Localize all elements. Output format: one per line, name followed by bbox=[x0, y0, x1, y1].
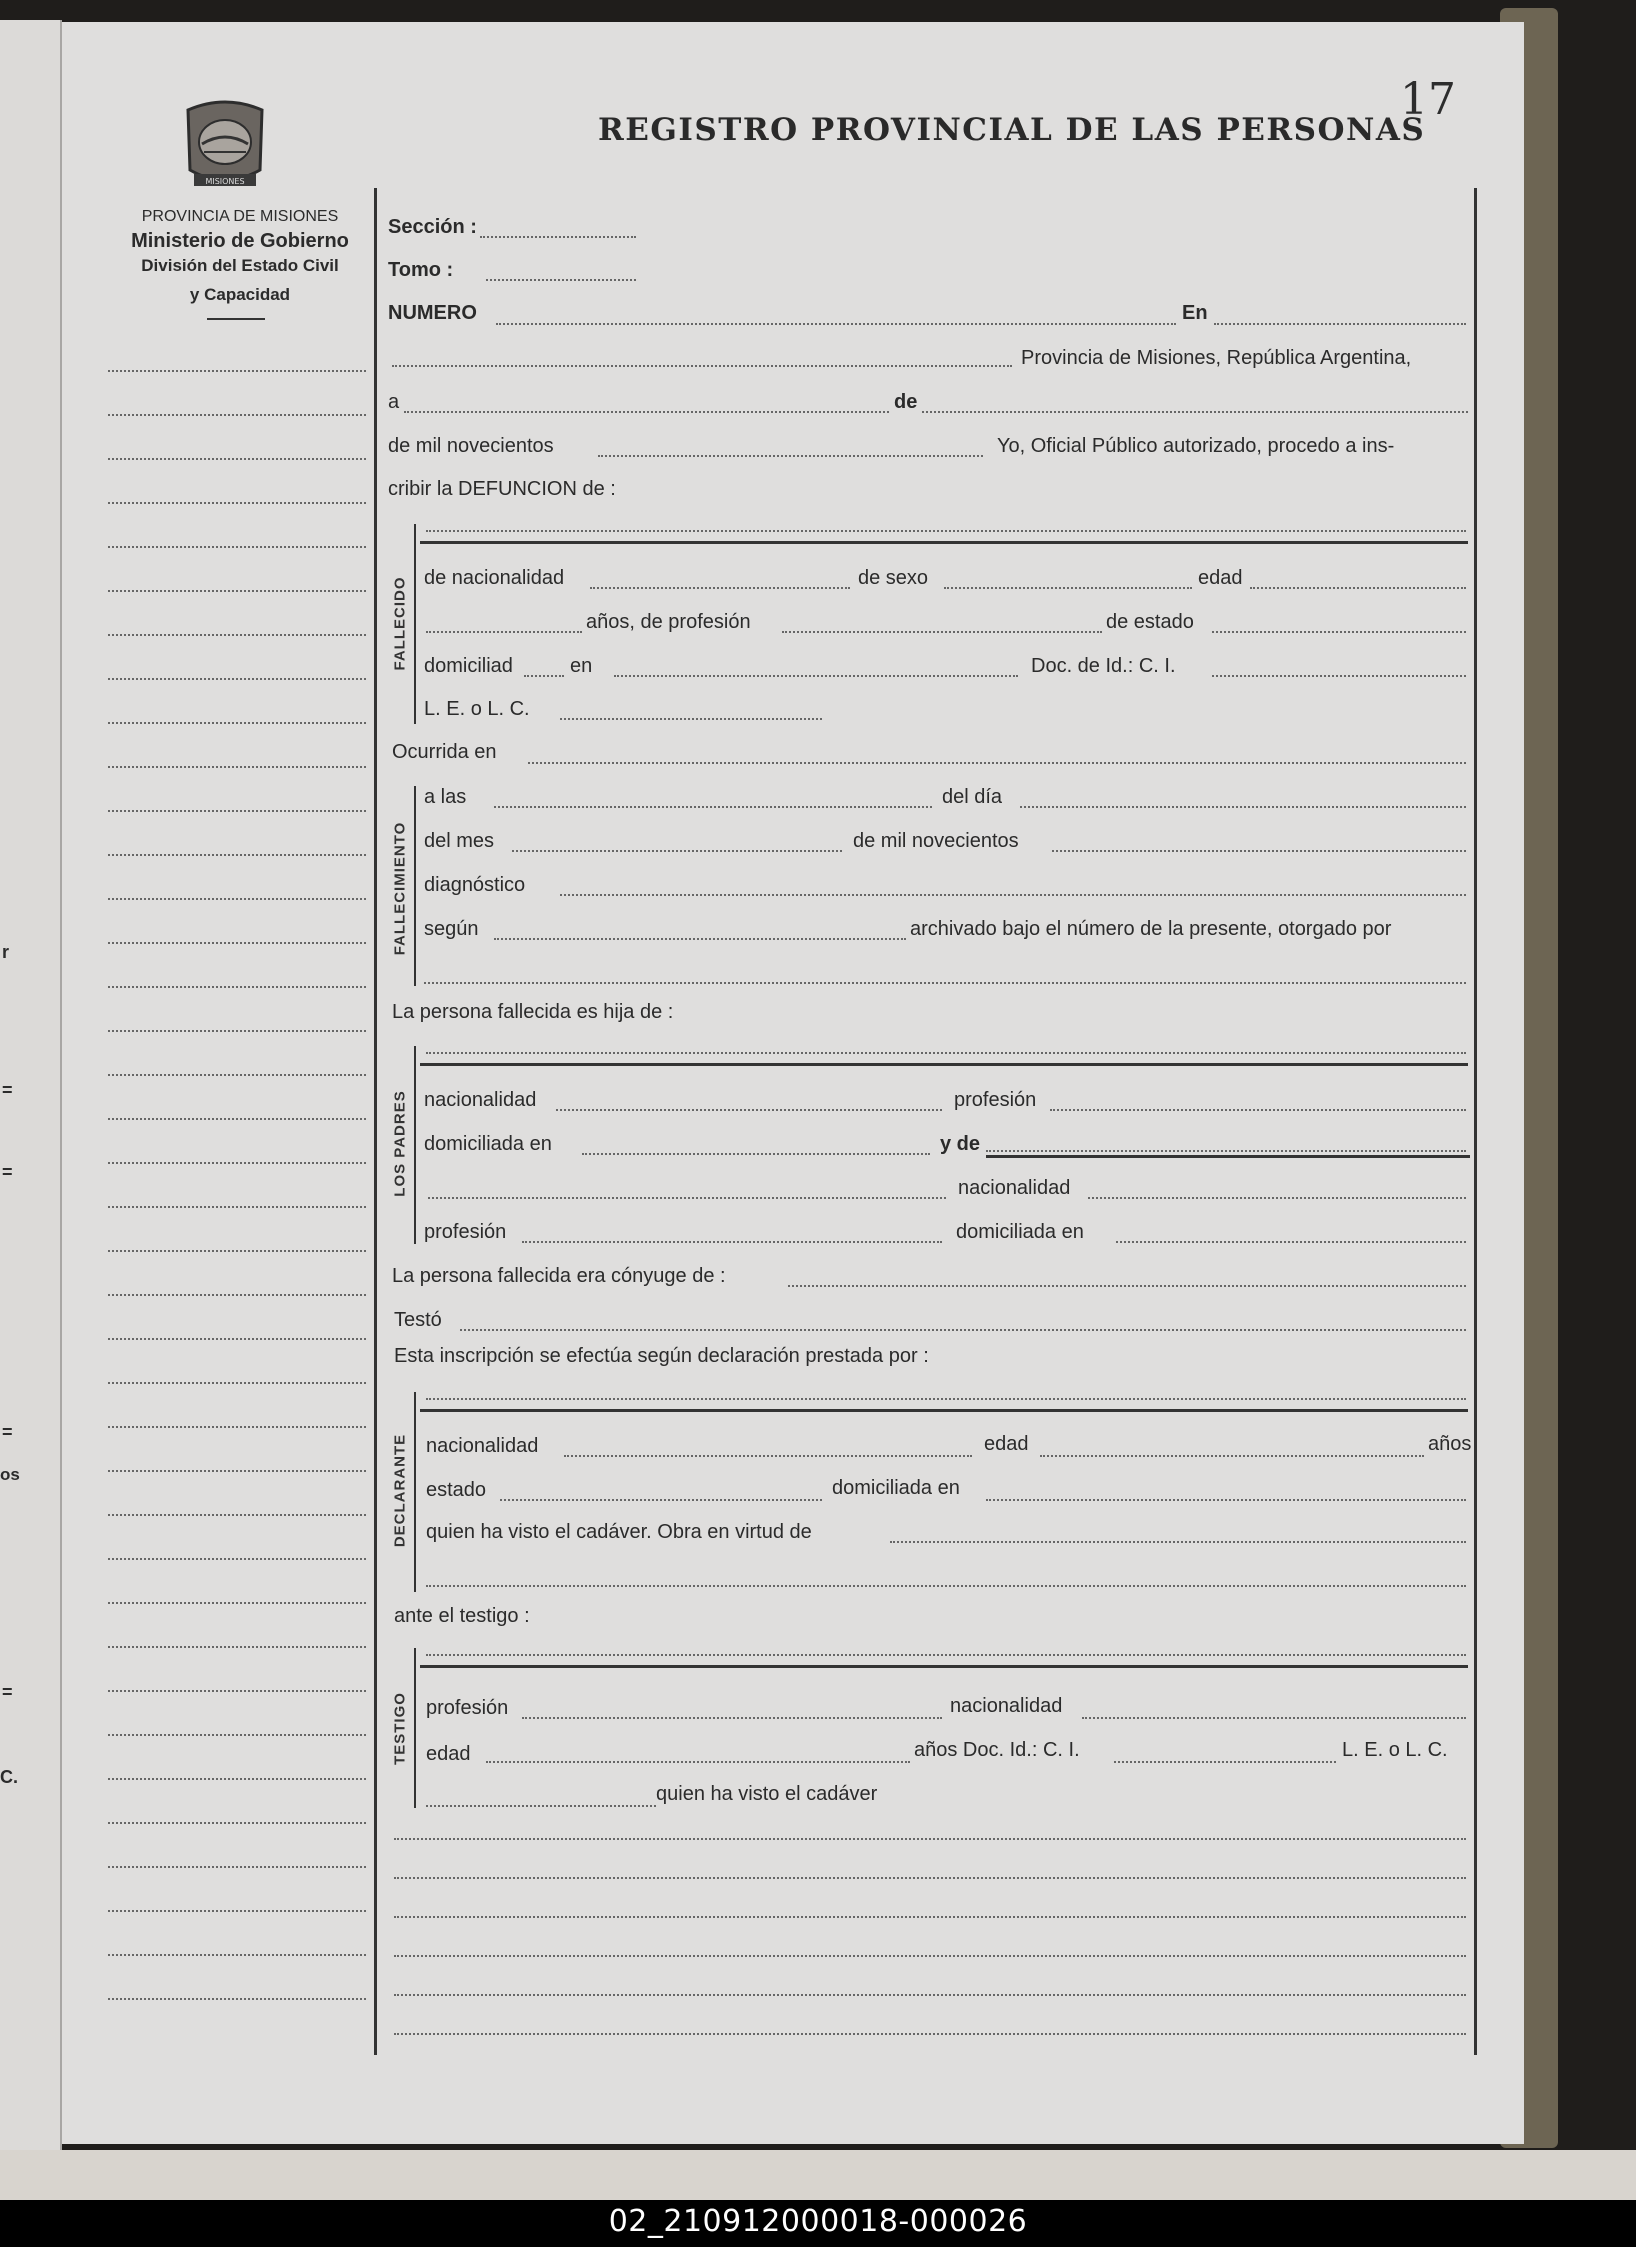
field-tomo[interactable] bbox=[486, 279, 636, 281]
left-column-line bbox=[108, 370, 366, 372]
header-division: División del Estado Civil bbox=[141, 256, 339, 275]
left-column-line bbox=[108, 1250, 366, 1252]
left-column-line bbox=[108, 1426, 366, 1428]
field-profesion[interactable] bbox=[782, 631, 1102, 633]
label-le-lc-2: L. E. o L. C. bbox=[1342, 1739, 1448, 1761]
field-declarante-domicilio[interactable] bbox=[986, 1499, 1466, 1501]
left-column-line bbox=[108, 414, 366, 416]
field-testigo-ci[interactable] bbox=[1114, 1761, 1336, 1763]
label-domiciliad: domiciliad bbox=[424, 655, 513, 677]
label-de-sexo: de sexo bbox=[858, 567, 929, 589]
field-otorgado-por[interactable] bbox=[424, 982, 1466, 984]
left-column-line bbox=[108, 458, 366, 460]
left-column-line bbox=[108, 1118, 366, 1120]
label-domiciliada-en: domiciliada en bbox=[424, 1133, 552, 1155]
prev-page-fragment: C. bbox=[0, 1767, 18, 1787]
side-label-fallecido: FALLECIDO bbox=[391, 576, 409, 671]
label-yo-oficial: Yo, Oficial Público autorizado, procedo a ins- bbox=[997, 435, 1395, 457]
bottom-paper-edge bbox=[0, 2150, 1636, 2200]
field-estado[interactable] bbox=[1212, 631, 1466, 633]
province-seal-icon bbox=[180, 92, 270, 192]
testigo-rule bbox=[420, 1665, 1468, 1668]
left-column-line bbox=[108, 1910, 366, 1912]
testigo-bracket bbox=[414, 1648, 416, 1808]
field-year[interactable] bbox=[598, 455, 983, 457]
field-a[interactable] bbox=[404, 411, 889, 413]
field-anos[interactable] bbox=[426, 631, 582, 633]
field-testigo-nacionalidad[interactable] bbox=[1082, 1717, 1466, 1719]
label-del-dia: del día bbox=[942, 786, 1003, 808]
left-column-line bbox=[108, 634, 366, 636]
field-segun[interactable] bbox=[494, 938, 906, 940]
field-declarante-estado[interactable] bbox=[500, 1499, 822, 1501]
fallecido-rule bbox=[420, 541, 1468, 544]
left-column-line bbox=[108, 1206, 366, 1208]
label-anos-profesion: años, de profesión bbox=[586, 611, 751, 633]
label-profesion-3: profesión bbox=[426, 1697, 509, 1719]
left-column-line bbox=[108, 942, 366, 944]
label-en-lower: en bbox=[570, 655, 593, 677]
label-conyuge: La persona fallecida era cónyuge de : bbox=[392, 1265, 726, 1287]
label-edad: edad bbox=[1198, 567, 1243, 589]
left-column-line bbox=[108, 1734, 366, 1736]
label-doc-id: Doc. de Id.: C. I. bbox=[1031, 655, 1176, 677]
left-column-line bbox=[108, 1866, 366, 1868]
field-declarante-extra[interactable] bbox=[426, 1585, 1466, 1587]
label-hija-de: La persona fallecida es hija de : bbox=[392, 1001, 674, 1023]
left-column-line bbox=[108, 1382, 366, 1384]
left-column-line bbox=[108, 898, 366, 900]
page-number: 17 bbox=[1400, 74, 1456, 125]
header-ministry: Ministerio de Gobierno bbox=[131, 230, 349, 252]
field-testigo-edad[interactable] bbox=[486, 1761, 910, 1763]
prev-page-fragment: = bbox=[2, 1080, 13, 1100]
image-caption: 02_210912000018-000026 bbox=[608, 2204, 1028, 2239]
field-padre-nacionalidad[interactable] bbox=[556, 1109, 942, 1111]
notes-line[interactable] bbox=[394, 2033, 1466, 2035]
seal-text: MISIONES bbox=[205, 177, 245, 186]
prev-page-fragment: os bbox=[0, 1465, 20, 1484]
label-de-mil-nov-2: de mil novecientos bbox=[853, 830, 1019, 852]
label-domiciliada-en-2: domiciliada en bbox=[956, 1221, 1084, 1243]
left-column-line bbox=[108, 1690, 366, 1692]
field-testigo-name[interactable] bbox=[426, 1654, 1466, 1656]
left-column-line bbox=[108, 1514, 366, 1516]
label-a: a bbox=[388, 391, 400, 413]
field-fallecido-name[interactable] bbox=[426, 530, 1466, 532]
left-column-line bbox=[108, 1030, 366, 1032]
notes-line[interactable] bbox=[394, 1838, 1466, 1840]
field-domicilio[interactable] bbox=[614, 675, 1018, 677]
register-page bbox=[62, 22, 1524, 2144]
label-del-mes: del mes bbox=[424, 830, 495, 852]
left-column-line bbox=[108, 502, 366, 504]
field-testigo-extra[interactable] bbox=[426, 1805, 656, 1807]
side-label-testigo: TESTIGO bbox=[391, 1692, 409, 1765]
field-madre-name[interactable] bbox=[986, 1150, 1466, 1152]
field-del-dia[interactable] bbox=[1020, 806, 1466, 808]
label-a-las: a las bbox=[424, 786, 467, 808]
prev-page-fragment: = bbox=[2, 1422, 13, 1442]
label-ante-testigo: ante el testigo : bbox=[394, 1605, 530, 1627]
declarante-bracket bbox=[414, 1392, 416, 1592]
label-edad-3: edad bbox=[426, 1743, 471, 1765]
notes-line[interactable] bbox=[394, 1994, 1466, 1996]
field-numero[interactable] bbox=[496, 323, 1176, 325]
field-place[interactable] bbox=[392, 365, 1012, 367]
field-diagnostico[interactable] bbox=[560, 894, 1466, 896]
prev-page-fragment: = bbox=[2, 1162, 13, 1182]
label-anos: años bbox=[1428, 1433, 1472, 1455]
field-padres-domicilio[interactable] bbox=[582, 1153, 930, 1155]
field-madre-nacionalidad[interactable] bbox=[1088, 1197, 1466, 1199]
side-label-fallecimiento: FALLECIMIENTO bbox=[391, 821, 409, 956]
label-archivado: archivado bajo el número de la presente, otorgado por bbox=[910, 918, 1392, 940]
field-a-las[interactable] bbox=[494, 806, 932, 808]
left-column-line bbox=[108, 1074, 366, 1076]
field-ocurrida-en[interactable] bbox=[528, 762, 1466, 764]
left-column-line bbox=[108, 1954, 366, 1956]
label-ocurrida-en: Ocurrida en bbox=[392, 741, 497, 763]
field-padre-name[interactable] bbox=[426, 1052, 1466, 1054]
declarante-rule bbox=[420, 1409, 1468, 1412]
field-en[interactable] bbox=[1214, 323, 1466, 325]
left-column-line bbox=[108, 1778, 366, 1780]
field-doc-id[interactable] bbox=[1212, 675, 1466, 677]
label-profesion-2: profesión bbox=[424, 1221, 507, 1243]
label-nacionalidad-2: nacionalidad bbox=[958, 1177, 1071, 1199]
field-year-2[interactable] bbox=[1052, 850, 1466, 852]
madre-rule bbox=[986, 1155, 1470, 1158]
label-inscripcion: Esta inscripción se efectúa según declaración prestada por : bbox=[394, 1345, 929, 1367]
left-column-line bbox=[108, 678, 366, 680]
label-de-mil-novecientos: de mil novecientos bbox=[388, 435, 554, 457]
field-seccion[interactable] bbox=[480, 236, 636, 238]
field-testo[interactable] bbox=[460, 1329, 1466, 1331]
field-declarante-name[interactable] bbox=[426, 1398, 1466, 1400]
right-border bbox=[1474, 188, 1477, 2055]
left-column-line bbox=[108, 546, 366, 548]
left-column-line bbox=[108, 810, 366, 812]
label-de-nacionalidad: de nacionalidad bbox=[424, 567, 565, 589]
label-seccion: Sección : bbox=[388, 216, 477, 238]
left-column-line bbox=[108, 1558, 366, 1560]
label-numero: NUMERO bbox=[388, 302, 477, 324]
field-declarante-nacionalidad[interactable] bbox=[564, 1455, 972, 1457]
left-column-divider bbox=[374, 188, 377, 2055]
label-cribir: cribir la DEFUNCION de : bbox=[388, 478, 616, 500]
label-domiciliada-en-3: domiciliada en bbox=[832, 1477, 960, 1499]
label-de-estado: de estado bbox=[1106, 611, 1194, 633]
left-column-line bbox=[108, 722, 366, 724]
left-column-line bbox=[108, 1470, 366, 1472]
side-label-declarante: DECLARANTE bbox=[391, 1433, 409, 1548]
field-testigo-profesion[interactable] bbox=[522, 1717, 942, 1719]
label-testo: Testó bbox=[394, 1309, 442, 1331]
notes-line[interactable] bbox=[394, 1955, 1466, 1957]
label-diagnostico: diagnóstico bbox=[424, 874, 526, 896]
label-quien-ha-visto-2: quien ha visto el cadáver bbox=[656, 1783, 878, 1805]
label-nacionalidad-4: nacionalidad bbox=[950, 1695, 1063, 1717]
field-nacionalidad[interactable] bbox=[590, 587, 850, 589]
prev-page-fragment: = bbox=[2, 1682, 13, 1702]
label-le-lc: L. E. o L. C. bbox=[424, 698, 530, 720]
field-madre-profesion[interactable] bbox=[522, 1241, 942, 1243]
field-le-lc[interactable] bbox=[560, 718, 822, 720]
field-madre-name-2[interactable] bbox=[428, 1197, 946, 1199]
label-provincia: Provincia de Misiones, República Argentina, bbox=[1021, 347, 1412, 369]
left-column-line bbox=[108, 766, 366, 768]
header-province: PROVINCIA DE MISIONES bbox=[141, 208, 339, 225]
field-sexo[interactable] bbox=[944, 587, 1192, 589]
field-obra-en-virtud[interactable] bbox=[890, 1541, 1466, 1543]
label-edad-2: edad bbox=[984, 1433, 1029, 1455]
label-segun: según bbox=[424, 918, 479, 940]
label-nacionalidad: nacionalidad bbox=[424, 1089, 537, 1111]
field-del-mes[interactable] bbox=[512, 850, 842, 852]
field-de[interactable] bbox=[922, 411, 1468, 413]
notes-line[interactable] bbox=[394, 1877, 1466, 1879]
label-profesion: profesión bbox=[954, 1089, 1037, 1111]
fallecimiento-bracket bbox=[414, 786, 416, 986]
left-column-line bbox=[108, 1602, 366, 1604]
label-en: En bbox=[1182, 302, 1208, 324]
header-rule bbox=[207, 318, 265, 320]
field-declarante-edad[interactable] bbox=[1040, 1455, 1424, 1457]
left-column-line bbox=[108, 1998, 366, 2000]
left-column-line bbox=[108, 854, 366, 856]
header-capacity: y Capacidad bbox=[189, 285, 291, 304]
label-tomo: Tomo : bbox=[388, 259, 454, 281]
label-estado: estado bbox=[426, 1479, 487, 1501]
left-column-line bbox=[108, 1338, 366, 1340]
label-de: de bbox=[894, 391, 918, 413]
page-title: REGISTRO PROVINCIAL DE LAS PERSONAS bbox=[598, 112, 1426, 148]
label-anos-doc: años Doc. Id.: C. I. bbox=[914, 1739, 1080, 1761]
left-column-line bbox=[108, 1646, 366, 1648]
field-edad[interactable] bbox=[1250, 587, 1466, 589]
fallecido-bracket bbox=[414, 524, 416, 724]
prev-page-fragment: r bbox=[2, 942, 10, 962]
left-column-line bbox=[108, 986, 366, 988]
label-quien-ha-visto: quien ha visto el cadáver. Obra en virtud de bbox=[426, 1521, 812, 1543]
field-domiciliad-suffix[interactable] bbox=[524, 675, 564, 677]
notes-line[interactable] bbox=[394, 1916, 1466, 1918]
previous-page-edge bbox=[0, 20, 62, 2150]
label-nacionalidad-3: nacionalidad bbox=[426, 1435, 539, 1457]
left-column-line bbox=[108, 590, 366, 592]
padres-bracket bbox=[414, 1046, 416, 1244]
left-column-line bbox=[108, 1294, 366, 1296]
left-column-line bbox=[108, 1822, 366, 1824]
field-conyuge[interactable] bbox=[788, 1285, 1466, 1287]
side-label-padres: LOS PADRES bbox=[391, 1090, 409, 1197]
padres-rule bbox=[420, 1063, 1468, 1066]
label-y-de: y de bbox=[940, 1133, 981, 1155]
left-column-line bbox=[108, 1162, 366, 1164]
field-padre-profesion[interactable] bbox=[1050, 1109, 1466, 1111]
field-madre-domicilio[interactable] bbox=[1116, 1241, 1466, 1243]
